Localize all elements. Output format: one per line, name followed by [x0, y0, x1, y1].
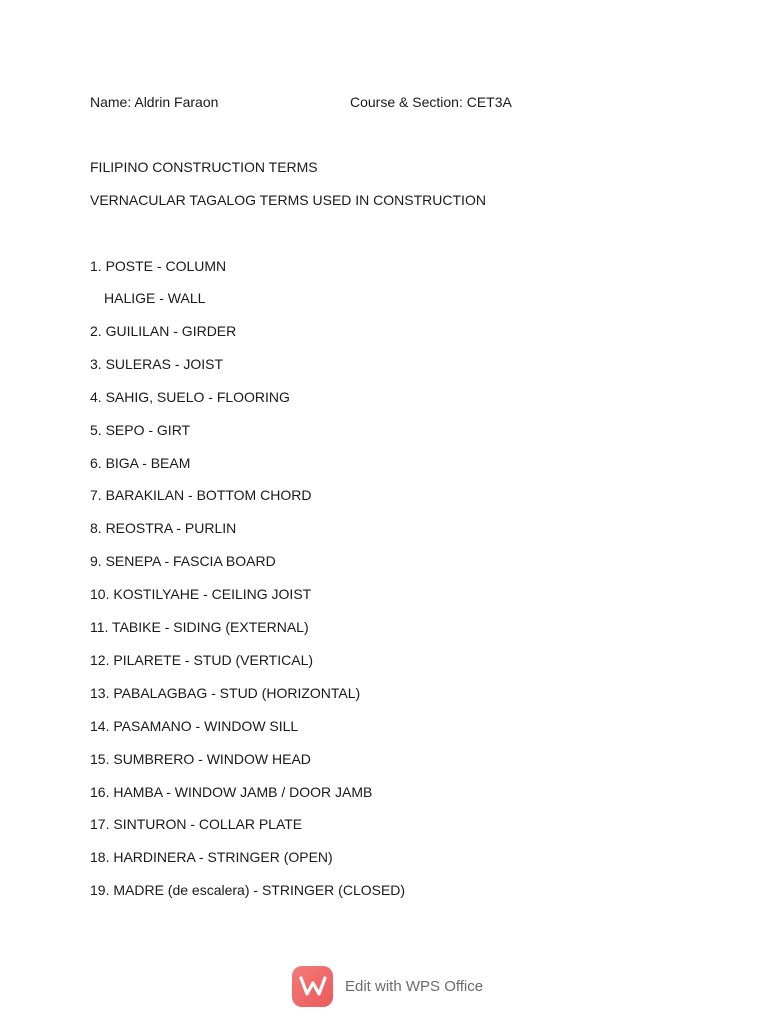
term-item: 13. PABALAGBAG - STUD (HORIZONTAL): [90, 685, 361, 701]
wps-logo-icon: [292, 966, 333, 1007]
term-item: 4. SAHIG, SUELO - FLOORING: [90, 389, 290, 405]
term-item: HALIGE - WALL: [104, 290, 206, 306]
course-section: Course & Section: CET3A: [350, 94, 512, 110]
document-title: FILIPINO CONSTRUCTION TERMS: [90, 159, 318, 175]
term-item: 12. PILARETE - STUD (VERTICAL): [90, 652, 314, 668]
term-item: 8. REOSTRA - PURLIN: [90, 520, 237, 536]
term-item: 3. SULERAS - JOIST: [90, 356, 224, 372]
document-subtitle: VERNACULAR TAGALOG TERMS USED IN CONSTRUCTION: [90, 192, 486, 208]
term-item: 19. MADRE (de escalera) - STRINGER (CLOSED): [90, 882, 406, 898]
term-item: 18. HARDINERA - STRINGER (OPEN): [90, 849, 333, 865]
term-item: 9. SENEPA - FASCIA BOARD: [90, 553, 276, 569]
term-item: 7. BARAKILAN - BOTTOM CHORD: [90, 487, 312, 503]
wps-edit-banner[interactable]: [292, 965, 483, 1007]
student-name: Name: Aldrin Faraon: [90, 94, 219, 110]
term-item: 10. KOSTILYAHE - CEILING JOIST: [90, 586, 312, 602]
term-item: 6. BIGA - BEAM: [90, 455, 191, 471]
term-item: 14. PASAMANO - WINDOW SILL: [90, 718, 299, 734]
term-item: 2. GUILILAN - GIRDER: [90, 323, 237, 339]
wps-edit-label[interactable]: Edit with WPS Office: [345, 977, 484, 995]
term-item: 15. SUMBRERO - WINDOW HEAD: [90, 751, 311, 767]
term-item: 11. TABIKE - SIDING (EXTERNAL): [90, 619, 309, 635]
term-item: 17. SINTURON - COLLAR PLATE: [90, 816, 303, 832]
term-item: 1. POSTE - COLUMN: [90, 258, 227, 274]
term-item: 16. HAMBA - WINDOW JAMB / DOOR JAMB: [90, 784, 373, 800]
term-item: 5. SEPO - GIRT: [90, 422, 191, 438]
